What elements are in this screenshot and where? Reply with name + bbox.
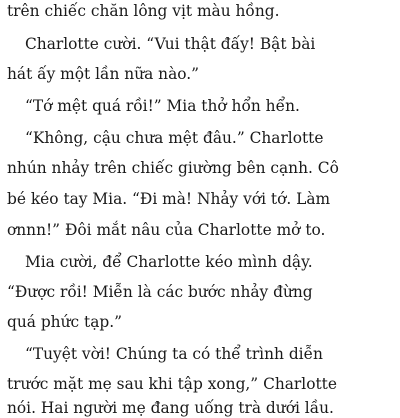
text-line-2: Charlotte cười. “Vui thật đấy! Bật bài [25,35,316,53]
text-line-1: trên chiếc chăn lông vịt màu hồng. [7,2,280,20]
text-line-13: trước mặt mẹ sau khi tập xong,” Charlotte [7,375,337,393]
text-line-3: hát ấy một lần nữa nào.” [7,65,200,83]
text-line-7: bé kéo tay Mia. “Đi mà! Nhảy với tớ. Làm [7,190,331,208]
text-line-12: “Tuyệt vời! Chúng ta có thể trình diễn [25,345,323,363]
text-line-14: nói. Hai người mẹ đang uống trà dưới lầu. [7,399,334,417]
text-line-8: ơnnn!” Đôi mắt nâu của Charlotte mở to. [7,221,326,239]
text-line-6: nhún nhảy trên chiếc giường bên cạnh. Cô [7,159,339,177]
text-line-11: quá phức tạp.” [7,313,122,331]
text-line-4: “Tớ mệt quá rồi!” Mia thở hổn hển. [25,97,300,115]
text-line-10: “Được rồi! Miễn là các bước nhảy đừng [7,283,313,301]
text-line-9: Mia cười, để Charlotte kéo mình dậy. [25,253,313,271]
text-line-5: “Không, cậu chưa mệt đâu.” Charlotte [25,129,324,147]
